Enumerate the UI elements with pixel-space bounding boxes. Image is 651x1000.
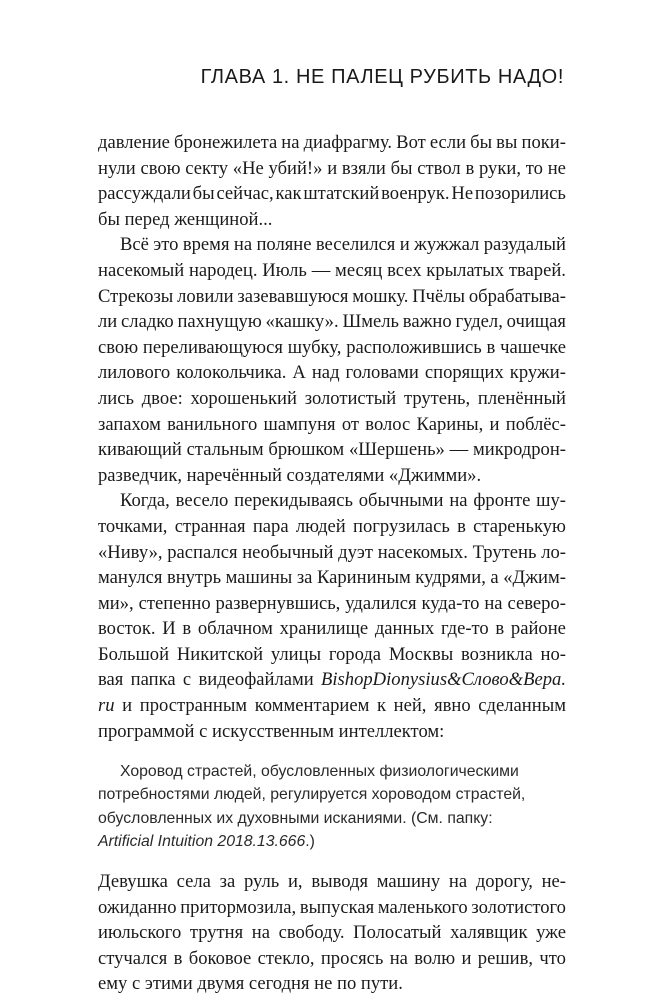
text-line: стучался в боковое стекло, просясь на волю и решив, что	[98, 947, 566, 969]
body-text	[98, 130, 566, 997]
text-line: ru и пространным комментарием к ней, явно сделанным	[98, 695, 566, 717]
quote-line: Хоровод страстей, обусловленных физиологическими	[120, 763, 519, 781]
text-line: лилового колокольчика. А над головами спорящих кружи-	[98, 362, 566, 384]
quote-reference: Artificial Intuition 2018.13.666	[98, 832, 306, 850]
text-line: Девушка села за руль и, выводя машину на дорогу, не-	[98, 871, 566, 892]
paragraph	[98, 869, 566, 997]
paragraph	[98, 488, 566, 744]
text-line: Большой Никитской улицы города Москвы возникла но-	[98, 643, 566, 665]
quote-line: обусловленных их духовными исканиями. (См. папку:	[98, 809, 493, 827]
text-line: насекомый народец. Июль — месяц всех крылатых тварей.	[98, 259, 566, 281]
text-line: Когда, весело перекидываясь обычными на фронте шу-	[120, 490, 566, 512]
text-line: бы перед женщиной...	[98, 208, 273, 230]
text-line: вая папка с видеофайлами BishopDionysius&Слово&Вера.	[98, 669, 566, 691]
text-line: июльского трутня на свободу. Полосатый халявщик уже	[98, 922, 566, 944]
quote-line	[98, 830, 566, 853]
quote-spacer-top	[98, 744, 566, 760]
text-line: ожиданно притормозила, выпуская маленького золотистого	[98, 896, 566, 918]
text-line: разведчик, наречённый создателями «Джимми».	[98, 464, 482, 486]
chapter-running-head: ГЛАВА 1. НЕ ПАЛЕЦ РУБИТЬ НАДО!	[200, 66, 564, 88]
text-line: рассуждали бы сейчас, как штатский военрук. Не позорились	[98, 183, 566, 205]
closing-paragraph	[98, 869, 566, 997]
text-line: ли сладко пахнущую «кашку». Шмель важно гудел, очищая	[98, 311, 566, 333]
text-line: Всё это время на поляне веселился и жужжал разудалый	[120, 234, 566, 256]
text-line: запахом ванильного шампуня от волос Карины, и поблёс-	[98, 413, 566, 435]
text-line: «Ниву», распался необычный дуэт насекомых. Трутень ло-	[98, 541, 566, 563]
text-line: манулся внутрь машины за Карининым кудрями, а «Джим-	[98, 567, 566, 589]
text-line: точками, странная пара людей погрузилась в старенькую	[98, 515, 566, 537]
text-line: давление бронежилета на диафрагму. Вот если бы вы поки-	[98, 132, 566, 153]
quote-spacer-bottom	[98, 853, 566, 869]
text-line: лись двое: хорошенький золотистый трутень, пленённый	[98, 387, 566, 409]
paragraphs	[98, 130, 566, 744]
quote-line: потребностями людей, регулируется хороводом страстей,	[98, 786, 526, 804]
text-line: программой с искусственным интеллектом:	[98, 720, 445, 742]
text-line: ему с этими двумя сегодня не по пути.	[98, 973, 403, 995]
text-line: Стрекозы ловили зазевавшуюся мошку. Пчёлы обрабатыва-	[98, 285, 566, 307]
text-line: ми», степенно развернувшись, удалился куда-то на северо-	[98, 592, 566, 614]
text-line: восток. И в облачном хранилище данных где-то в районе	[98, 618, 566, 640]
paragraph	[98, 130, 566, 232]
text-line: нули свою секту «Не убий!» и взяли бы ствол в руки, то не	[98, 157, 566, 179]
block-quote	[98, 760, 566, 853]
text-line: кивающий стальным брюшком «Шершень» — микродрон-	[98, 439, 566, 461]
paragraph	[98, 232, 566, 488]
quote-reference-tail: .)	[305, 832, 315, 850]
text-line: свою переливающуюся шубку, расположившись в чашечке	[98, 336, 566, 358]
